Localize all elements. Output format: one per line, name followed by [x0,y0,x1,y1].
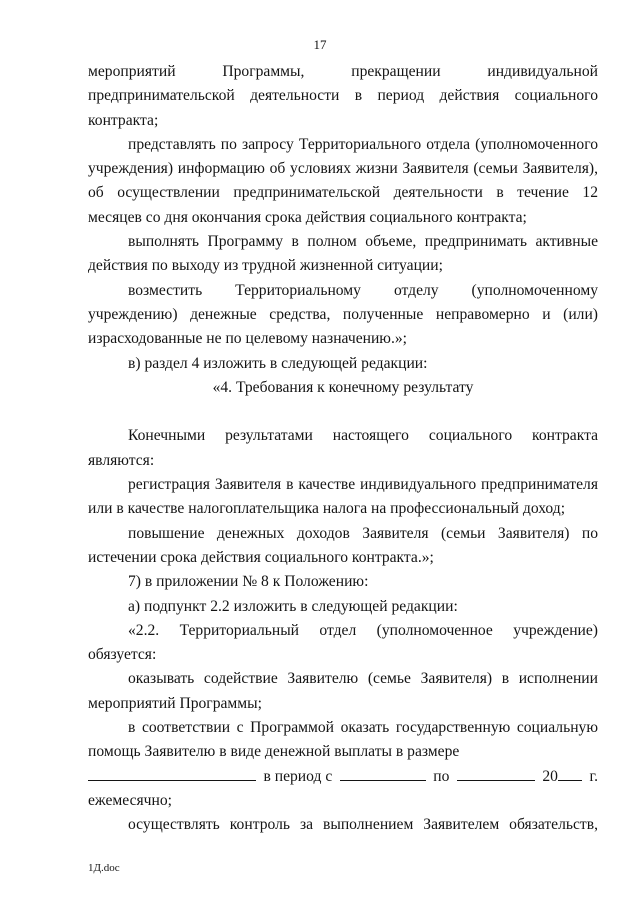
year-prefix: 20 [542,767,558,785]
document-body [88,60,598,838]
page-number: 17 [313,37,327,52]
file-footer: 1Д.doc [88,862,120,874]
paragraph: в соответствии с Программой оказать государственную социальную помощь Заявителю в виде денежной выплаты в размере [88,719,598,761]
paragraph: представлять по запросу Территориального отдела (уполномоченного учреждения) информацию об условиях жизни Заявителя (семьи Заявителя), об осуществлении предпринимательской деятельности в течение 12 месяцев со дня окончания срока действия социального контракта; [88,135,598,226]
date-to-blank [457,766,535,781]
paragraph: мероприятий Программы, прекращении индивидуальной предпринимательской деятельности в период действия социального контракта; [88,63,598,129]
year-group [542,765,582,789]
section-heading: «4. Требования к конечному результату [212,378,474,396]
paragraph: оказывать содействие Заявителю (семье Заявителя) в исполнении мероприятий Программы; [88,670,598,712]
paragraph: регистрация Заявителя в качестве индивидуального предпринимателя или в качестве налогоплательщика налога на профессиональный доход; [88,476,598,518]
spacer [88,400,598,424]
period-from-label: в период с [263,767,333,785]
paragraph: Конечными результатами настоящего социального контракта являются: [88,427,598,469]
payment-period-line [88,765,598,789]
paragraph: возместить Территориальному отделу (уполномоченному учреждению) денежные средства, полученные неправомерно и (или) израсходованные не по целевому назначению.»; [88,281,598,348]
date-from-blank [340,766,426,781]
paragraph: «2.2. Территориальный отдел (уполномоченное учреждение) обязуется: [88,621,598,664]
period-to-label: по [433,767,450,785]
paragraph: повышение денежных доходов Заявителя (семьи Заявителя) по истечении срока действия социального контракта.»; [88,524,598,566]
year-suffix: г. [589,767,598,785]
paragraph: ежемесячно; [88,791,172,809]
paragraph: а) подпункт 2.2 изложить в следующей редакции: [128,597,458,615]
paragraph: осуществлять контроль за выполнением Заявителем обязательств, [128,816,598,834]
paragraph: в) раздел 4 изложить в следующей редакции: [128,354,428,372]
amount-blank [88,766,256,781]
year-blank [558,766,582,781]
paragraph: 7) в приложении № 8 к Положению: [128,573,369,591]
paragraph: выполнять Программу в полном объеме, предпринимать активные действия по выходу из трудной жизненной ситуации; [88,233,598,275]
